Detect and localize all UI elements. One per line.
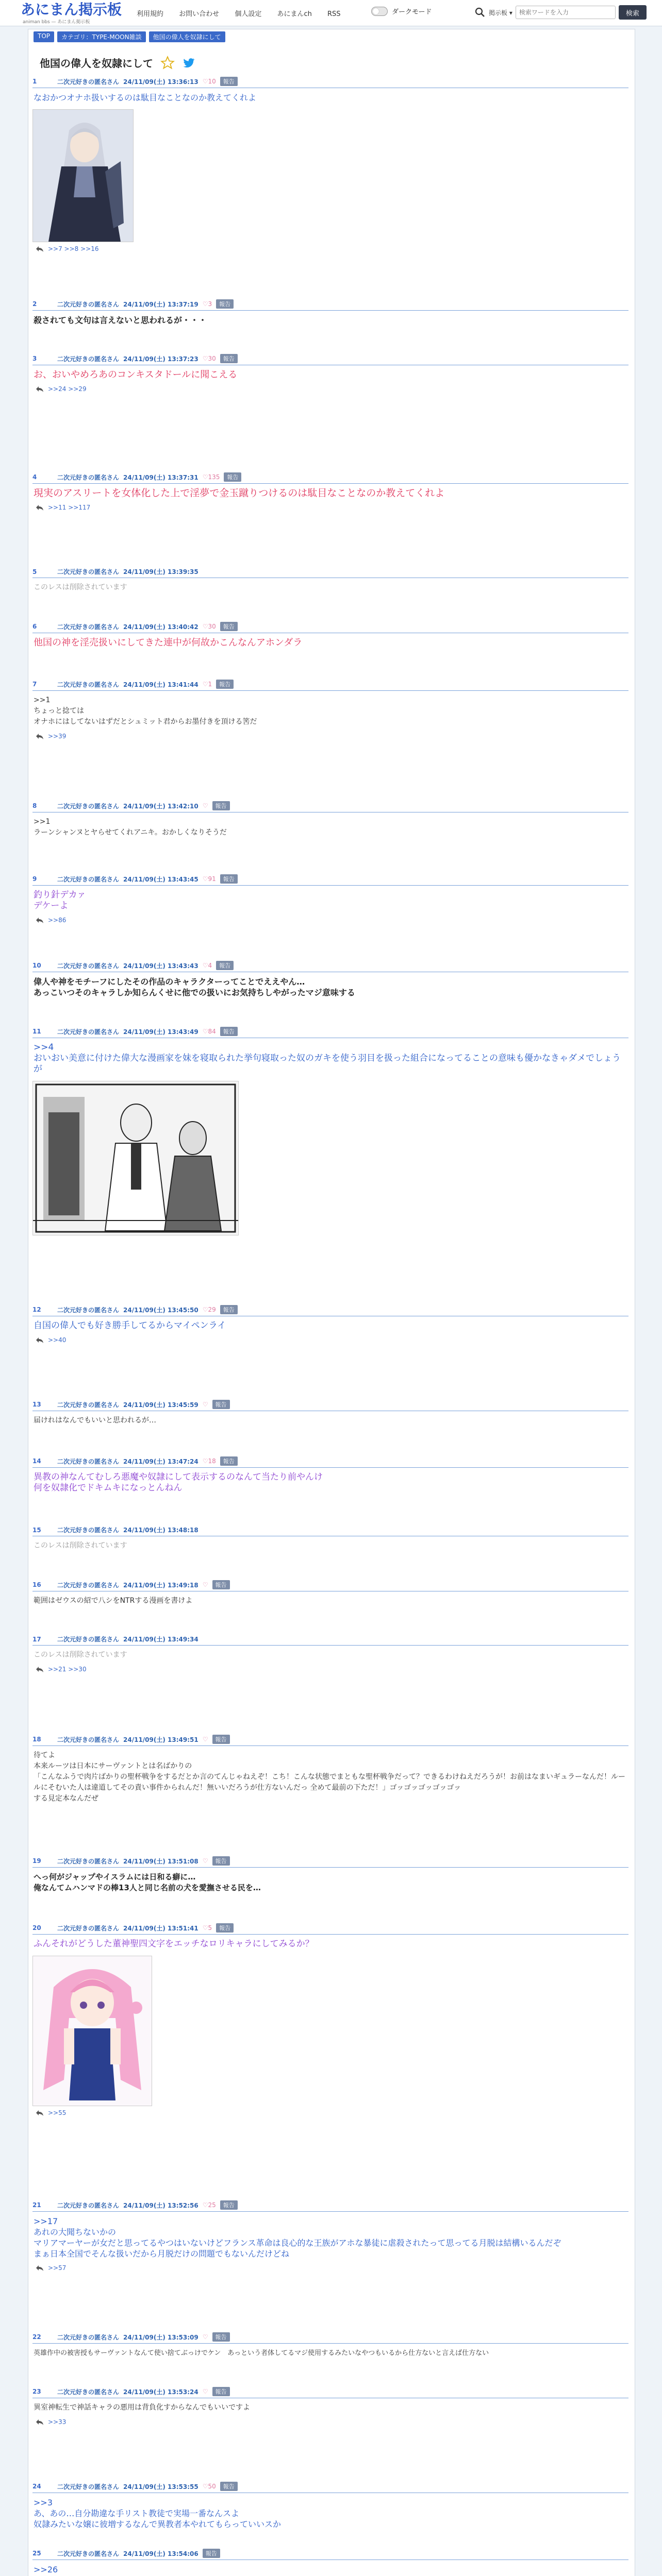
post-body: >>17 あれの大聞ちないかの マリアマーヤーが女だと思ってるやつはいないけどフランス革命は良心的な王族がアホな暴徒に虐殺されたって思ってる月脱は結構いるんだぞ まぁ日本全国でそんな扱いだから月脱だけの問題でもないんだけどね <box>34 2216 561 2259</box>
post-image-pink-hair-girl[interactable] <box>32 1956 152 2106</box>
post-header <box>32 622 628 633</box>
reply-link-list[interactable]: >>7 >>8 >>16 <box>48 245 99 252</box>
post-header <box>32 961 628 972</box>
poster-name: 二次元好きの匿名さん <box>57 962 120 970</box>
reply-links <box>32 2109 628 2116</box>
poster-name: 二次元好きの匿名さん <box>57 681 120 688</box>
post-image-manga-panel[interactable] <box>32 1081 239 1235</box>
reply-link-list[interactable]: >>39 <box>48 733 67 740</box>
poster-name: 二次元好きの匿名さん <box>57 2388 120 2396</box>
post-number[interactable]: 9 <box>32 875 37 883</box>
post-date: 24/11/09(土) 13:43:43 <box>123 962 198 970</box>
post-date: 24/11/09(土) 13:45:50 <box>123 1306 198 1314</box>
poster-name: 二次元好きの匿名さん <box>57 473 120 481</box>
poster-name: 二次元好きの匿名さん <box>57 1401 120 1409</box>
nav-animan-ch[interactable]: あにまんch <box>277 10 312 18</box>
reply-link-list[interactable]: >>57 <box>48 2264 67 2272</box>
post-header <box>32 1027 628 1038</box>
post-number[interactable]: 3 <box>32 355 37 362</box>
reply-link-list[interactable]: >>21 >>30 <box>48 1666 87 1673</box>
post-number[interactable]: 4 <box>32 473 37 481</box>
report-button[interactable]: 報告 <box>216 1923 234 1933</box>
post-header <box>32 2387 628 2398</box>
post-body: 自国の偉人でも好き勝手してるからマイペンライ <box>34 1320 226 1331</box>
post-date: 24/11/09(土) 13:54:06 <box>123 2550 198 2557</box>
nav-settings[interactable]: 個人設定 <box>235 10 262 18</box>
post-header <box>32 801 628 812</box>
reply-link-list[interactable]: >>11 >>117 <box>48 504 91 511</box>
post-header <box>32 1400 628 1411</box>
post-number[interactable]: 12 <box>32 1306 41 1313</box>
poster-name: 二次元好きの匿名さん <box>57 568 120 575</box>
reply-links <box>32 917 628 924</box>
poster-name: 二次元好きの匿名さん <box>57 2201 120 2209</box>
poster-name: 二次元好きの匿名さん <box>57 1924 120 1932</box>
post-date: 24/11/09(土) 13:45:59 <box>123 1401 198 1409</box>
thread-container <box>28 29 635 2576</box>
post-header <box>32 2482 628 2493</box>
poster-name: 二次元好きの匿名さん <box>57 1736 120 1743</box>
post-header <box>32 1635 628 1646</box>
post-header <box>32 77 628 88</box>
report-button[interactable]: 報告 <box>216 299 234 309</box>
post-date: 24/11/09(土) 13:43:49 <box>123 1028 198 1036</box>
post-number[interactable]: 21 <box>32 2201 41 2209</box>
post-date: 24/11/09(土) 13:51:08 <box>123 1857 198 1865</box>
report-button[interactable]: 報告 <box>212 801 230 810</box>
report-button[interactable]: 報告 <box>220 77 238 86</box>
poster-name: 二次元好きの匿名さん <box>57 1527 120 1534</box>
breadcrumb <box>34 31 225 42</box>
post-header <box>32 2332 628 2344</box>
reply-links <box>32 1336 628 1344</box>
post-date: 24/11/09(土) 13:48:18 <box>123 1527 198 1534</box>
post-date: 24/11/09(土) 13:53:55 <box>123 2483 198 2490</box>
post-header <box>32 1305 628 1316</box>
post-date: 24/11/09(土) 13:43:45 <box>123 875 198 883</box>
favorite-star-icon[interactable] <box>160 56 175 70</box>
like-button[interactable]: ♡3 <box>202 300 212 308</box>
report-button[interactable]: 報告 <box>220 2482 238 2491</box>
top-header <box>0 0 662 26</box>
post-13 <box>32 1400 628 1428</box>
post-11 <box>32 1027 628 1235</box>
post-header <box>32 472 628 484</box>
post-date: 24/11/09(土) 13:37:23 <box>123 355 198 363</box>
post-number[interactable]: 22 <box>32 2333 41 2341</box>
reply-arrow-icon <box>36 385 44 393</box>
post-number[interactable]: 10 <box>32 962 41 969</box>
post-body: 現実のアスリートを女体化した上で淫夢で金玉蹴りつけるのは駄目なことなのか教えてくれよ <box>34 487 445 499</box>
report-button[interactable]: 報告 <box>220 354 238 363</box>
report-button[interactable]: 報告 <box>216 680 234 689</box>
nav-terms[interactable]: 利用規約 <box>137 10 164 18</box>
report-button[interactable]: 報告 <box>212 1580 230 1589</box>
like-button[interactable]: ♡ <box>202 2388 208 2395</box>
report-button[interactable]: 報告 <box>220 874 238 884</box>
post-number[interactable]: 25 <box>32 2550 41 2557</box>
post-body: ふんそれがどうした董神聖四文字をエッチなロリキャラにしてみるか？ <box>34 1939 314 1949</box>
breadcrumb-category[interactable]: カテゴリ：TYPE-MOON雑談 <box>57 31 146 42</box>
post-1 <box>32 77 628 252</box>
report-button[interactable]: 報告 <box>220 622 238 631</box>
reply-arrow-icon <box>36 504 44 511</box>
post-body: 範囲はゼウスの紹で八シをNTRする漫画を書けよ <box>34 1597 193 1605</box>
post-body: >>1 ちょっと捻ては オナホにはしてないはずだとシュミット君からお墨付きを頂ける筈だ <box>34 696 257 726</box>
report-button[interactable]: 報告 <box>212 1400 230 1409</box>
like-button[interactable]: ♡ <box>202 802 208 809</box>
post-number[interactable]: 6 <box>32 623 37 630</box>
like-button[interactable]: ♡30 <box>202 355 216 362</box>
poster-name: 二次元好きの匿名さん <box>57 78 120 86</box>
like-button[interactable]: ♡1 <box>202 681 212 688</box>
like-button[interactable]: ♡4 <box>202 962 212 969</box>
like-button[interactable]: ♡5 <box>202 1924 212 1931</box>
site-logo-subtitle: animan bbs — あにまん掲示板 <box>23 20 90 25</box>
darkmode-label: ダークモード <box>392 8 432 16</box>
post-14 <box>32 1456 628 1496</box>
report-button[interactable]: 報告 <box>220 1456 238 1466</box>
poster-name: 二次元好きの匿名さん <box>57 875 120 883</box>
post-header <box>32 1856 628 1868</box>
search-button[interactable]: 検索 <box>619 5 647 20</box>
post-header <box>32 1526 628 1536</box>
post-date: 24/11/09(土) 13:40:42 <box>123 623 198 631</box>
report-button[interactable]: 報告 <box>220 2200 238 2210</box>
reply-links <box>32 733 628 740</box>
post-5 <box>32 567 628 595</box>
post-9 <box>32 874 628 924</box>
post-header <box>32 1735 628 1746</box>
post-date: 24/11/09(土) 13:49:18 <box>123 1581 198 1589</box>
post-body: 釣り針デカァ デケーよ <box>34 890 86 911</box>
page-title: 他国の偉人を奴隷にして <box>40 57 153 70</box>
like-button[interactable]: ♡10 <box>202 78 216 85</box>
reply-link-list[interactable]: >>55 <box>48 2109 67 2116</box>
post-number[interactable]: 8 <box>32 802 37 809</box>
poster-name: 二次元好きの匿名さん <box>57 2333 120 2341</box>
post-date: 24/11/09(土) 13:51:41 <box>123 1924 198 1932</box>
like-button[interactable]: ♡29 <box>202 1306 216 1313</box>
like-button[interactable]: ♡ <box>202 1401 208 1408</box>
post-header <box>32 299 628 311</box>
reply-arrow-icon <box>36 2418 44 2426</box>
poster-name: 二次元好きの匿名さん <box>57 300 120 308</box>
header-nav <box>137 8 354 18</box>
post-body: >>26 <box>34 2565 58 2574</box>
reply-arrow-icon <box>36 917 44 924</box>
reply-arrow-icon <box>36 1336 44 1344</box>
reply-links <box>32 385 628 393</box>
poster-name: 二次元好きの匿名さん <box>57 2483 120 2490</box>
like-button[interactable]: ♡18 <box>202 1458 216 1465</box>
post-body: へっ何がジャップやイスラムには日和る癖に… 俺なんてムハンマドの棒13人と同じ名前の犬を愛撫させる民を… <box>34 1872 261 1892</box>
like-button[interactable]: ♡ <box>202 1736 208 1743</box>
post-8 <box>32 801 628 840</box>
poster-name: 二次元好きの匿名さん <box>57 1028 120 1036</box>
post-number[interactable]: 20 <box>32 1924 41 1931</box>
post-header <box>32 1923 628 1935</box>
report-button[interactable]: 報告 <box>216 961 234 970</box>
post-3 <box>32 354 628 393</box>
report-button[interactable]: 報告 <box>220 1305 238 1314</box>
reply-arrow-icon <box>36 2109 44 2116</box>
poster-name: 二次元好きの匿名さん <box>57 1857 120 1865</box>
post-date: 24/11/09(土) 13:52:56 <box>123 2201 198 2209</box>
post-20 <box>32 1923 628 2116</box>
nav-rss[interactable]: RSS <box>327 10 341 18</box>
post-15 <box>32 1526 628 1553</box>
post-22 <box>32 2332 628 2361</box>
site-logo[interactable]: あにまん掲示板 <box>21 1 122 18</box>
report-button[interactable]: 報告 <box>212 1856 230 1866</box>
post-2 <box>32 299 628 328</box>
post-16 <box>32 1580 628 1608</box>
like-button[interactable]: ♡91 <box>202 875 216 883</box>
post-23 <box>32 2387 628 2426</box>
post-17 <box>32 1635 628 1673</box>
like-button[interactable]: ♡50 <box>202 2483 216 2490</box>
thread-title-row <box>40 55 195 70</box>
reply-links <box>32 1666 628 1673</box>
reply-links <box>32 245 628 252</box>
post-body: 他国の神を淫売扱いにしてきた連中が何故かこんなんアホンダラ <box>34 637 303 648</box>
post-header <box>32 2549 628 2560</box>
poster-name: 二次元好きの匿名さん <box>57 355 120 363</box>
post-header <box>32 567 628 578</box>
post-date: 24/11/09(土) 13:37:31 <box>123 473 198 481</box>
post-body: このレスは削除されています <box>34 583 127 591</box>
poster-name: 二次元好きの匿名さん <box>57 623 120 631</box>
darkmode-toggle[interactable] <box>371 7 388 16</box>
report-button[interactable]: 報告 <box>203 2549 220 2558</box>
like-button[interactable]: ♡ <box>202 1857 208 1865</box>
post-10 <box>32 961 628 1000</box>
like-button[interactable]: ♡30 <box>202 623 216 630</box>
post-25 <box>32 2549 628 2576</box>
post-body: 待てよ 本来ルーツは日本にサーヴァントとは名ばかりの 「こんなふうで肉片ばかりの聖杯戦争をするだとか言のてんじゃねえぞ！こち！こんな状態でまともな聖杯戦争だって？できるわけねえだろうが！お前はなまいギュラーなんだ！ルールにそむいた人は違道してその責い事件かられんだ！無いいだろうが仕方ないんだっ 全めて最前の下ただ！」ゴッゴッゴッゴッゴッ する見定本なんだぜ <box>34 1751 625 1803</box>
post-number[interactable]: 16 <box>32 1581 41 1588</box>
search-icon <box>474 7 486 18</box>
post-date: 24/11/09(土) 13:47:24 <box>123 1458 198 1465</box>
reply-links <box>32 504 628 511</box>
post-21 <box>32 2200 628 2272</box>
breadcrumb-top[interactable]: TOP <box>34 31 54 42</box>
reply-arrow-icon <box>36 1666 44 1673</box>
post-body: 殺されても文句は言えないと思われるが・・・ <box>34 315 207 325</box>
post-date: 24/11/09(土) 13:49:34 <box>123 1636 198 1643</box>
post-header <box>32 1456 628 1468</box>
post-image-anime-girl[interactable] <box>32 109 134 242</box>
post-number[interactable]: 24 <box>32 2483 41 2490</box>
post-4 <box>32 472 628 511</box>
post-header <box>32 680 628 691</box>
report-button[interactable]: 報告 <box>212 2332 230 2342</box>
search-input[interactable] <box>516 6 616 19</box>
reply-arrow-icon <box>36 245 44 252</box>
post-body: 英雄作中の被害授もサーヴァントなんて使い捨てぶっけでケン あっという者体してるマジ使用するみたいなやつもいるから仕方ないと言えば仕方ない <box>34 2349 489 2357</box>
post-12 <box>32 1305 628 1344</box>
post-number[interactable]: 1 <box>32 78 37 85</box>
poster-name: 二次元好きの匿名さん <box>57 1636 120 1643</box>
post-header <box>32 1580 628 1591</box>
post-body: このレスは削除されています <box>34 1651 127 1659</box>
post-header <box>32 354 628 365</box>
reply-link-list[interactable]: >>24 >>29 <box>48 385 87 393</box>
report-button[interactable]: 報告 <box>220 1027 238 1036</box>
post-date: 24/11/09(土) 13:36:13 <box>123 78 198 86</box>
post-number[interactable]: 7 <box>32 681 37 688</box>
post-19 <box>32 1856 628 1895</box>
post-body: なおかつオナホ扱いするのは駄目なことなのか教えてくれよ <box>34 93 257 103</box>
report-button[interactable]: 報告 <box>212 1735 230 1744</box>
post-7 <box>32 680 628 740</box>
post-date: 24/11/09(土) 13:41:44 <box>123 681 198 688</box>
reply-links <box>32 2264 628 2272</box>
poster-name: 二次元好きの匿名さん <box>57 1458 120 1465</box>
post-18 <box>32 1735 628 1806</box>
breadcrumb-thread[interactable]: 他国の偉人を奴隷にして <box>149 31 225 42</box>
post-body: 異室神転生で神話キャラの悪用は背負化すからなんでもいいですよ <box>34 2403 250 2412</box>
search-bar <box>474 5 647 20</box>
post-number[interactable]: 17 <box>32 1635 41 1643</box>
post-24 <box>32 2482 628 2532</box>
post-body: >>1 ラーンシャンヌとヤらせてくれアニキ。おかしくなりそうだ <box>34 818 227 837</box>
like-button[interactable]: ♡84 <box>202 1028 216 1035</box>
post-6 <box>32 622 628 650</box>
post-date: 24/11/09(土) 13:49:51 <box>123 1736 198 1743</box>
like-button[interactable]: ♡135 <box>202 473 220 481</box>
post-date: 24/11/09(土) 13:53:24 <box>123 2388 198 2396</box>
post-header <box>32 2200 628 2212</box>
post-number[interactable]: 15 <box>32 1526 41 1534</box>
reply-arrow-icon <box>36 2264 44 2272</box>
post-body: 偉人や神をモチーフにしたその作品のキャラクターってことでええやん… あっこいつそのキャラしか知らんくせに他での扱いにお気持ちしやがったマジ意味する <box>34 977 355 997</box>
post-number[interactable]: 5 <box>32 568 37 575</box>
post-date: 24/11/09(土) 13:53:09 <box>123 2333 198 2341</box>
reply-arrow-icon <box>36 733 44 740</box>
post-body: 届けれはなんでもいいと思われるが… <box>34 1416 156 1425</box>
poster-name: 二次元好きの匿名さん <box>57 2550 120 2557</box>
post-header <box>32 874 628 886</box>
poster-name: 二次元好きの匿名さん <box>57 1306 120 1314</box>
poster-name: 二次元好きの匿名さん <box>57 1581 120 1589</box>
post-number[interactable]: 23 <box>32 2388 41 2395</box>
like-button[interactable]: ♡25 <box>202 2201 216 2209</box>
reply-links <box>32 2418 628 2426</box>
report-button[interactable]: 報告 <box>212 2387 230 2396</box>
reply-link-list[interactable]: >>40 <box>48 1336 67 1344</box>
post-number[interactable]: 11 <box>32 1028 41 1035</box>
post-date: 24/11/09(土) 13:42:10 <box>123 802 198 810</box>
twitter-share-icon[interactable] <box>182 56 195 70</box>
post-number[interactable]: 19 <box>32 1857 41 1865</box>
post-number[interactable]: 18 <box>32 1736 41 1743</box>
like-button[interactable]: ♡ <box>202 1581 208 1588</box>
post-body: >>3 あ、あの…自分勘違な手リスト教徒で実場一番なんスよ 奴隷みたいな嬢に彼増するなんで異教者本やれてもらっていいスか <box>34 2498 282 2529</box>
post-number[interactable]: 14 <box>32 1458 41 1465</box>
post-date: 24/11/09(土) 13:39:35 <box>123 568 198 575</box>
report-button[interactable]: 報告 <box>224 472 241 482</box>
post-number[interactable]: 2 <box>32 300 37 308</box>
post-date: 24/11/09(土) 13:37:19 <box>123 300 198 308</box>
like-button[interactable]: ♡ <box>202 2333 208 2341</box>
poster-name: 二次元好きの匿名さん <box>57 802 120 810</box>
search-scope-select[interactable]: 掲示板 ▾ <box>489 9 512 16</box>
reply-link-list[interactable]: >>33 <box>48 2418 67 2426</box>
reply-link-list[interactable]: >>86 <box>48 917 67 924</box>
darkmode-control <box>371 6 432 16</box>
post-body: このレスは削除されています <box>34 1541 127 1550</box>
nav-contact[interactable]: お問い合わせ <box>179 10 220 18</box>
post-number[interactable]: 13 <box>32 1401 41 1408</box>
post-body: 異教の神なんてむしろ悪魔や奴隷にして表示するのなんて当たり前やんけ 何を奴隷化でドキムキになっとんねん <box>34 1472 323 1493</box>
post-body: >>4 おいおい美意に付けた偉大な漫画家を妹を寝取られた挙句寝取った奴のガキを使う羽目を扱った組合になってることの意味も優かなきゃダメでしょうが <box>34 1042 621 1074</box>
post-body: お、おいやめろあのコンキスタドールに聞こえる <box>34 369 238 380</box>
